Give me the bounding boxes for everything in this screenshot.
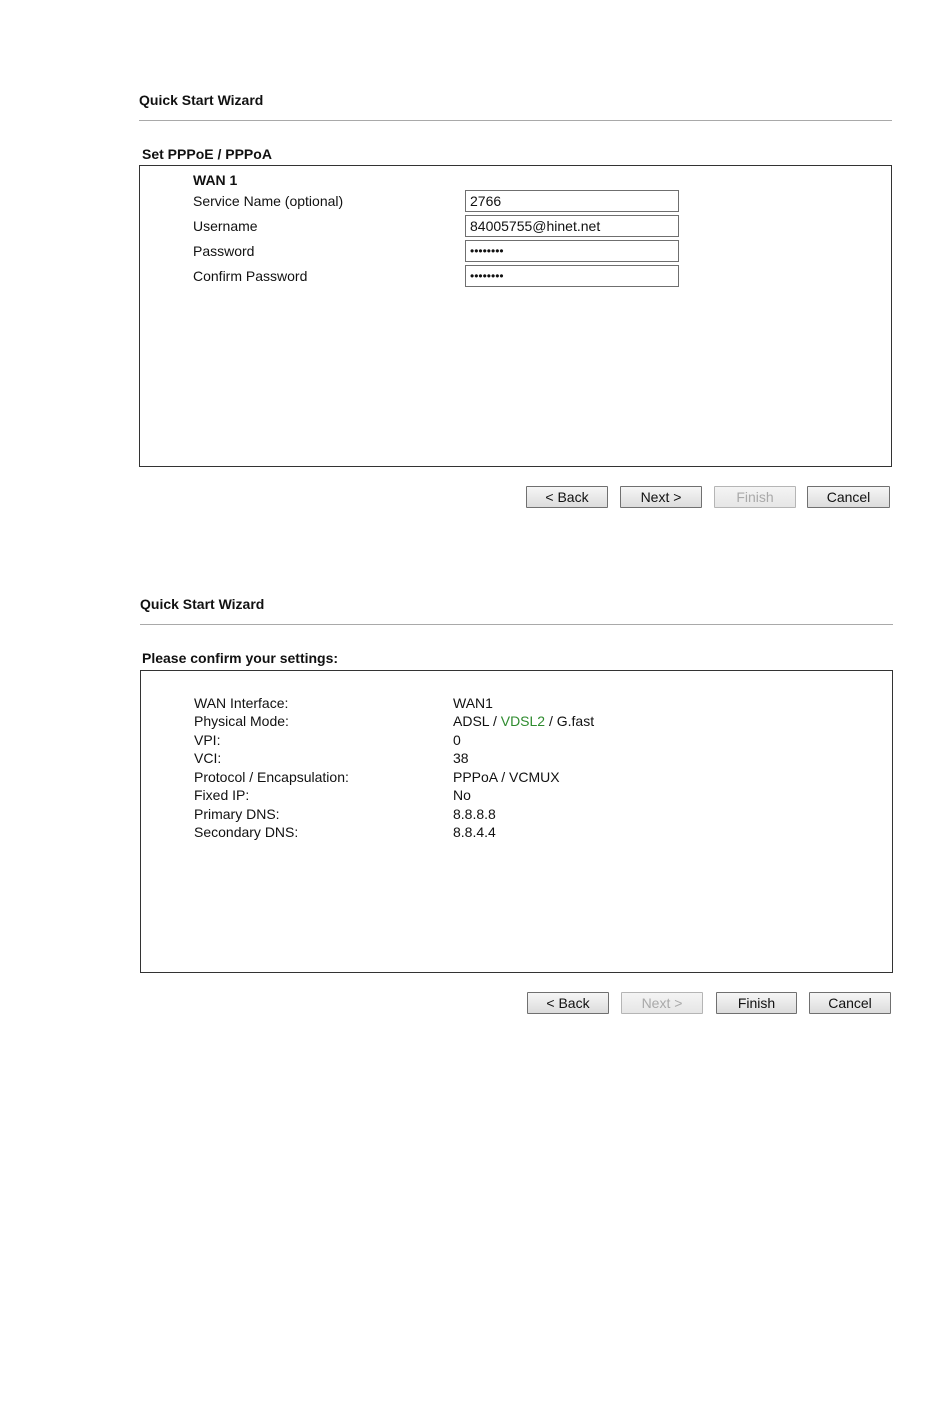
finish-button-2[interactable]: Finish	[716, 992, 797, 1014]
back-button-2[interactable]: < Back	[527, 992, 609, 1014]
vci-label: VCI:	[194, 750, 222, 766]
physical-mode-vdsl2: VDSL2	[500, 713, 546, 729]
primary-dns-label: Primary DNS:	[194, 806, 280, 822]
protocol-value: PPPoA / VCMUX	[453, 769, 560, 785]
physical-mode-value	[453, 713, 594, 729]
username-input[interactable]: 84005755@hinet.net	[465, 215, 679, 237]
password-input[interactable]: ••••••••	[465, 240, 679, 262]
service-name-label: Service Name (optional)	[193, 193, 344, 209]
username-label: Username	[193, 218, 258, 234]
physical-mode-gfast: / G.fast	[545, 713, 595, 729]
back-button[interactable]: < Back	[526, 486, 608, 508]
wizard-title-2: Quick Start Wizard	[140, 596, 265, 612]
wizard-title-1: Quick Start Wizard	[139, 92, 264, 108]
pppoe-settings-panel	[139, 165, 892, 467]
vpi-label: VPI:	[194, 732, 221, 748]
confirm-settings-panel	[140, 670, 893, 973]
wan-heading: WAN 1	[193, 172, 238, 188]
physical-mode-label: Physical Mode:	[194, 713, 289, 729]
next-button[interactable]: Next >	[620, 486, 702, 508]
section-title-pppoe: Set PPPoE / PPPoA	[142, 146, 272, 162]
cancel-button-2[interactable]: Cancel	[809, 992, 891, 1014]
title-divider-1	[139, 120, 892, 121]
primary-dns-value: 8.8.8.8	[453, 806, 496, 822]
password-label: Password	[193, 243, 255, 259]
service-name-input[interactable]: 2766	[465, 190, 679, 212]
wan-interface-value: WAN1	[453, 695, 493, 711]
confirm-password-input[interactable]: ••••••••	[465, 265, 679, 287]
secondary-dns-label: Secondary DNS:	[194, 824, 299, 840]
fixed-ip-value: No	[453, 787, 471, 803]
section-title-confirm: Please confirm your settings:	[142, 650, 339, 666]
vci-value: 38	[453, 750, 469, 766]
physical-mode-adsl: ADSL /	[453, 713, 501, 729]
vpi-value: 0	[453, 732, 461, 748]
fixed-ip-label: Fixed IP:	[194, 787, 250, 803]
secondary-dns-value: 8.8.4.4	[453, 824, 496, 840]
cancel-button[interactable]: Cancel	[807, 486, 890, 508]
confirm-password-label: Confirm Password	[193, 268, 308, 284]
protocol-label: Protocol / Encapsulation:	[194, 769, 349, 785]
title-divider-2	[140, 624, 893, 625]
finish-button[interactable]: Finish	[714, 486, 796, 508]
next-button-2[interactable]: Next >	[621, 992, 703, 1014]
wan-interface-label: WAN Interface:	[194, 695, 289, 711]
